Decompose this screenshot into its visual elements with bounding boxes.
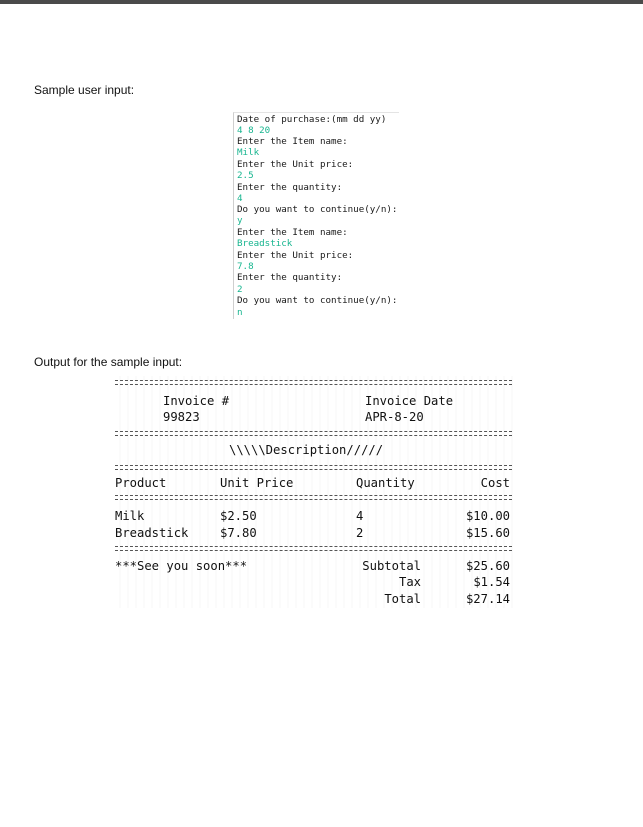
item-cost: $15.60: [465, 526, 510, 540]
item-product: Breadstick: [115, 526, 189, 540]
column-header-unit-price: Unit Price: [220, 476, 294, 490]
console-line: Breadstick: [237, 238, 293, 249]
invoice-date-label: Invoice Date: [365, 394, 454, 408]
console-line: Enter the Item name:: [237, 227, 348, 238]
item-quantity: 2: [356, 526, 364, 540]
console-line: n: [237, 307, 243, 318]
total-value: $27.14: [465, 592, 510, 606]
column-header-cost: Cost: [480, 476, 510, 490]
invoice-number-label: Invoice #: [163, 394, 230, 408]
column-header-quantity: Quantity: [356, 476, 415, 490]
console-line: 7.8: [237, 261, 254, 272]
footer-message: ***See you soon***: [115, 559, 248, 573]
console-line: Enter the quantity:: [237, 272, 343, 283]
separator-line: [115, 495, 512, 500]
window-top-bar: [0, 0, 643, 4]
subtotal-label: Subtotal: [362, 559, 421, 573]
console-line: Date of purchase:(mm dd yy): [237, 114, 387, 125]
invoice-output: [113, 376, 517, 608]
console-line: Enter the Item name:: [237, 136, 348, 147]
item-product: Milk: [115, 509, 145, 523]
console-line: 2: [237, 284, 243, 295]
item-unit-price: $7.80: [220, 526, 257, 540]
item-quantity: 4: [356, 509, 364, 523]
separator-line: [115, 546, 512, 551]
invoice-number-value: 99823: [163, 410, 200, 424]
item-cost: $10.00: [465, 509, 510, 523]
column-header-product: Product: [115, 476, 167, 490]
console-line: Do you want to continue(y/n):: [237, 295, 398, 306]
tax-value: $1.54: [473, 575, 510, 589]
console-line: Enter the Unit price:: [237, 250, 354, 261]
separator-line: [115, 380, 512, 385]
console-line: Milk: [237, 147, 260, 158]
total-label: Total: [384, 592, 421, 606]
console-line: Enter the Unit price:: [237, 159, 354, 170]
console-line: 2.5: [237, 170, 254, 181]
tax-label: Tax: [398, 575, 421, 589]
console-line: Enter the quantity:: [237, 182, 343, 193]
console-line: 4 8 20: [237, 125, 271, 136]
sample-input-heading: Sample user input:: [34, 83, 135, 97]
sample-output-heading: Output for the sample input:: [34, 355, 183, 369]
item-unit-price: $2.50: [220, 509, 257, 523]
invoice-date-value: APR-8-20: [365, 410, 424, 424]
description-banner: \\\\\Description/////: [229, 443, 384, 457]
console-line: 4: [237, 193, 243, 204]
console-line: y: [237, 215, 243, 226]
subtotal-value: $25.60: [465, 559, 510, 573]
separator-line: [115, 431, 512, 436]
console-line: Do you want to continue(y/n):: [237, 204, 398, 215]
separator-line: [115, 465, 512, 470]
console-screenshot: [233, 112, 399, 319]
